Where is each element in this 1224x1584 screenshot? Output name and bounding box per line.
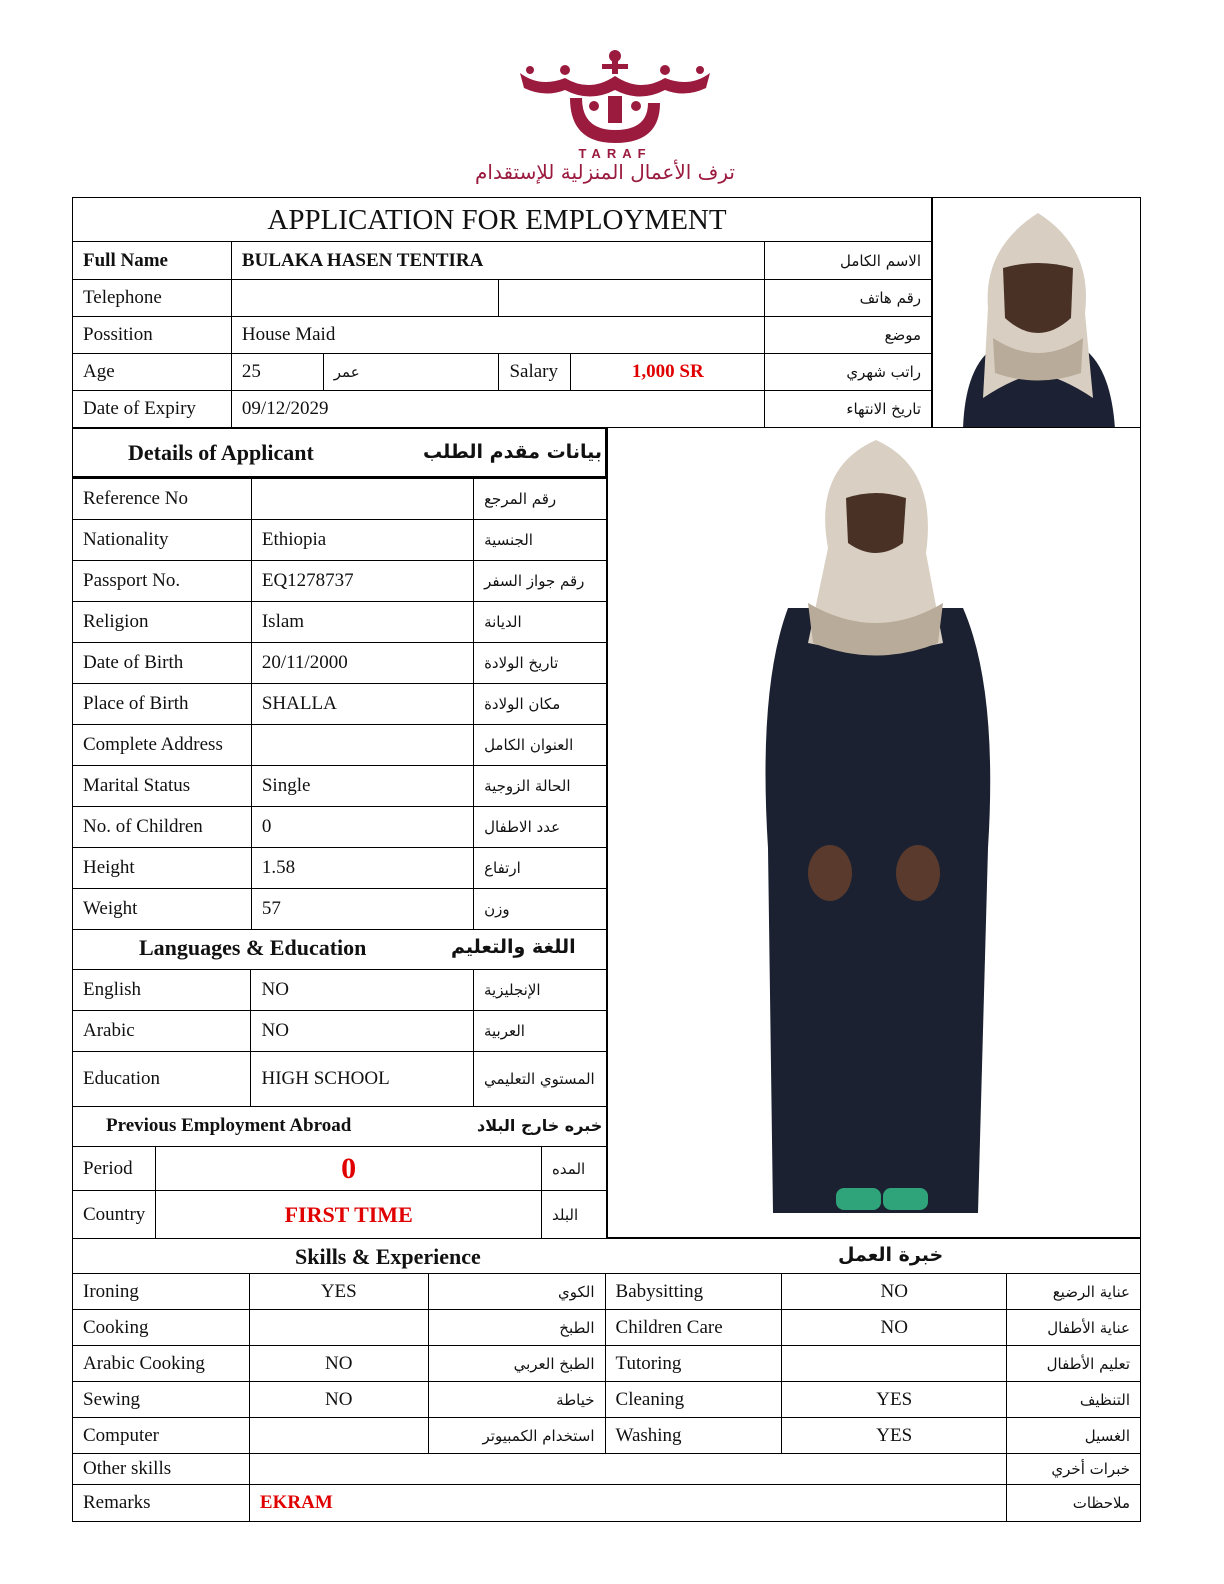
details-row [73,889,607,930]
skill-left-label: Ironing [73,1274,250,1310]
full-name-value: BULAKA HASEN TENTIRA [231,242,764,280]
skill-right-ar: الغسيل [1007,1418,1141,1454]
applicant-portrait-photo [932,197,1141,428]
skill-right-ar: عناية الرضيع [1007,1274,1141,1310]
other-skills-label: Other skills [73,1454,250,1485]
salary-value: 1,000 SR [571,354,765,391]
position-label: Possition [73,317,232,354]
details-value: Single [251,766,473,807]
position-ar: موضع [765,317,932,354]
applicant-full-photo [607,428,1141,1238]
skill-right-ar: عناية الأطفال [1007,1310,1141,1346]
skills-row [73,1418,1141,1454]
period-label: Period [73,1147,156,1191]
details-ar: رقم المرجع [474,479,607,520]
position-value: House Maid [231,317,764,354]
skill-right-value: NO [782,1310,1007,1346]
skills-header [72,1238,1141,1273]
skill-left-label: Arabic Cooking [73,1346,250,1382]
details-value: SHALLA [251,684,473,725]
period-value: 0 [156,1147,542,1191]
details-label: Reference No [73,479,252,520]
age-ar: عمر [323,354,499,391]
previous-employment-header [72,1106,607,1146]
country-ar: البلد [542,1191,607,1239]
previous-table [72,1146,607,1239]
details-row [73,643,607,684]
languages-header [72,927,607,969]
skill-right-label: Children Care [605,1310,782,1346]
details-value [251,479,473,520]
details-header [72,428,607,478]
person-portrait-icon [933,198,1141,428]
skill-right-ar: تعليم الأطفال [1007,1346,1141,1382]
details-row [73,684,607,725]
skill-left-ar: الطبخ [428,1310,605,1346]
skill-right-ar: التنظيف [1007,1382,1141,1418]
position-row [73,317,932,354]
skills-header-ar: خبرة العمل [838,1244,944,1266]
telephone-label: Telephone [73,280,232,317]
details-label: Religion [73,602,252,643]
details-ar: رقم جواز السفر [474,561,607,602]
skill-right-label: Cleaning [605,1382,782,1418]
period-row [73,1147,607,1191]
other-skills-row [73,1454,1141,1485]
details-label: Complete Address [73,725,252,766]
country-row [73,1191,607,1239]
details-label: Marital Status [73,766,252,807]
details-row [73,520,607,561]
full-name-row [73,242,932,280]
expiry-row [73,391,932,428]
skills-table [72,1273,1141,1522]
other-skills-ar: خبرات أخري [1007,1454,1141,1485]
details-row [73,848,607,889]
details-label: No. of Children [73,807,252,848]
other-skills-value [249,1454,1006,1485]
details-row [73,561,607,602]
details-row [73,725,607,766]
skills-row [73,1274,1141,1310]
details-value: 1.58 [251,848,473,889]
skills-row [73,1310,1141,1346]
details-value: Islam [251,602,473,643]
age-row [73,354,932,391]
details-row [73,602,607,643]
skills-row [73,1346,1141,1382]
arabic-label: Arabic [73,1011,251,1052]
remarks-row [73,1485,1141,1522]
details-row [73,479,607,520]
details-ar: وزن [474,889,607,930]
education-value: HIGH SCHOOL [251,1052,474,1107]
logo-latin-text: TARAF [578,146,652,161]
details-ar: مكان الولادة [474,684,607,725]
previous-header-ar: خبره خارج البلاد [477,1116,603,1135]
details-label: Weight [73,889,252,930]
details-label: Nationality [73,520,252,561]
country-label: Country [73,1191,156,1239]
telephone-ar: رقم هاتف [765,280,932,317]
skill-left-value: NO [249,1382,428,1418]
details-ar: الديانة [474,602,607,643]
details-row [73,766,607,807]
skill-left-label: Cooking [73,1310,250,1346]
details-value: 0 [251,807,473,848]
english-row [73,970,607,1011]
details-value: Ethiopia [251,520,473,561]
details-value [251,725,473,766]
skill-left-label: Sewing [73,1382,250,1418]
arabic-ar: العربية [473,1011,606,1052]
telephone-value [231,280,499,317]
skill-right-value [782,1346,1007,1382]
languages-header-en: Languages & Education [139,935,367,960]
skill-left-ar: استخدام الكمبيوتر [428,1418,605,1454]
full-name-label: Full Name [73,242,232,280]
details-table [72,478,607,930]
person-full-body-icon [608,428,1141,1238]
details-row [73,807,607,848]
skill-right-value: NO [782,1274,1007,1310]
age-label: Age [73,354,232,391]
skills-header-en: Skills & Experience [295,1244,481,1269]
salary-ar: راتب شهري [765,354,932,391]
details-ar: العنوان الكامل [474,725,607,766]
skill-right-label: Washing [605,1418,782,1454]
english-value: NO [251,970,474,1011]
logo-arabic-tagline: ترف الأعمال المنزلية للإستقدام [475,160,735,184]
education-row [73,1052,607,1107]
age-value: 25 [231,354,323,391]
skill-left-value [249,1310,428,1346]
languages-header-ar: اللغة والتعليم [451,936,576,958]
details-header-en: Details of Applicant [128,440,314,465]
skill-left-ar: الطبخ العربي [428,1346,605,1382]
details-value: 20/11/2000 [251,643,473,684]
remarks-value: EKRAM [249,1485,1006,1522]
skill-left-ar: خياطة [428,1382,605,1418]
details-ar: ارتفاع [474,848,607,889]
expiry-label: Date of Expiry [73,391,232,428]
english-label: English [73,970,251,1011]
english-ar: الإنجليزية [473,970,606,1011]
details-label: Place of Birth [73,684,252,725]
skill-right-label: Babysitting [605,1274,782,1310]
remarks-label: Remarks [73,1485,250,1522]
details-header-ar: بيانات مقدم الطلب [423,441,602,463]
skill-right-value: YES [782,1382,1007,1418]
previous-header-en: Previous Employment Abroad [106,1115,352,1136]
expiry-value: 09/12/2029 [231,391,764,428]
skill-right-value: YES [782,1418,1007,1454]
expiry-ar: تاريخ الانتهاء [765,391,932,428]
education-ar: المستوي التعليمي [473,1052,606,1107]
details-value: 57 [251,889,473,930]
skills-row [73,1382,1141,1418]
telephone-row [73,280,932,317]
skill-right-label: Tutoring [605,1346,782,1382]
full-name-ar: الاسم الكامل [765,242,932,280]
skill-left-value [249,1418,428,1454]
skill-left-ar: الكوي [428,1274,605,1310]
skill-left-value: NO [249,1346,428,1382]
details-value: EQ1278737 [251,561,473,602]
top-info-table [72,241,932,428]
period-ar: المده [542,1147,607,1191]
skill-left-value: YES [249,1274,428,1310]
details-ar: الحالة الزوجية [474,766,607,807]
details-label: Passport No. [73,561,252,602]
arabic-value: NO [251,1011,474,1052]
salary-label: Salary [499,354,571,391]
country-value: FIRST TIME [156,1191,542,1239]
details-ar: تاريخ الولادة [474,643,607,684]
remarks-ar: ملاحظات [1007,1485,1141,1522]
education-label: Education [73,1052,251,1107]
languages-table [72,969,607,1107]
company-logo [510,48,720,160]
details-ar: عدد الاطفال [474,807,607,848]
telephone-value-2 [499,280,765,317]
page-title: APPLICATION FOR EMPLOYMENT [72,197,932,241]
skill-left-label: Computer [73,1418,250,1454]
crown-logo-icon [510,48,720,160]
details-label: Height [73,848,252,889]
details-ar: الجنسية [474,520,607,561]
arabic-row [73,1011,607,1052]
details-label: Date of Birth [73,643,252,684]
